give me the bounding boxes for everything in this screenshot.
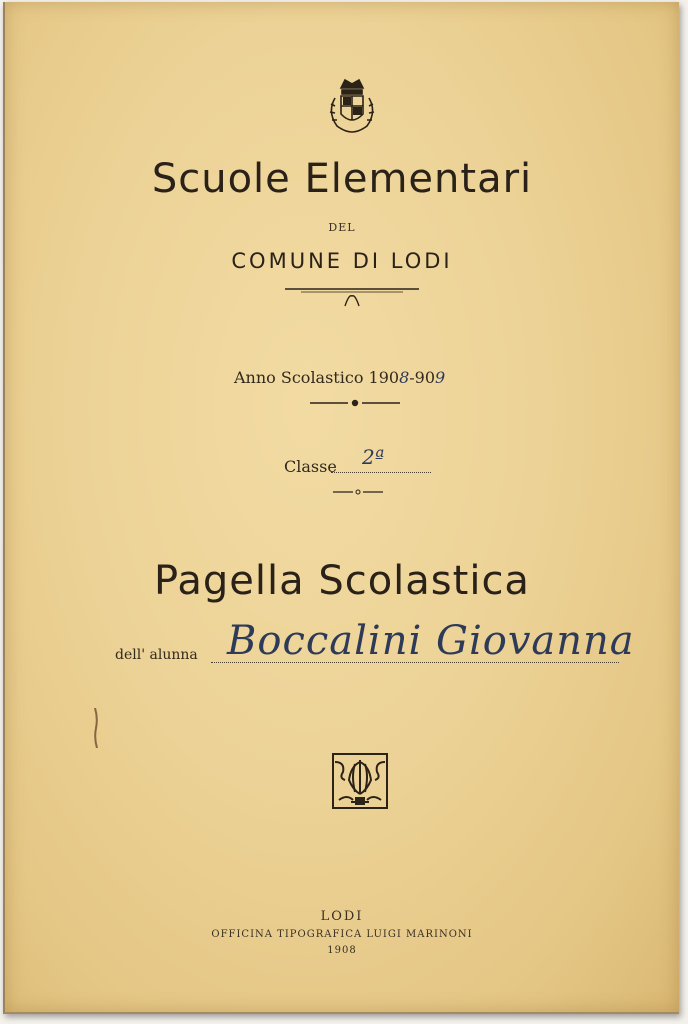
report-card-page bbox=[3, 2, 679, 1014]
school-year-separator: -90 bbox=[409, 368, 436, 387]
school-year-end-handwritten: 9 bbox=[435, 368, 446, 387]
classe-label: Classe bbox=[284, 457, 337, 476]
footer-year: 1908 bbox=[327, 945, 357, 956]
school-year-label: Anno Scolastico 190 bbox=[234, 368, 400, 387]
footer-printer: OFFICINA TIPOGRAFICA LUIGI MARINONI bbox=[211, 929, 473, 940]
school-year-start-handwritten: 8 bbox=[399, 368, 410, 387]
pagella-title: Pagella Scolastica bbox=[154, 558, 530, 604]
dot-rule bbox=[310, 397, 400, 409]
del-label: DEL bbox=[328, 221, 356, 234]
decorative-rule bbox=[285, 286, 419, 310]
school-title: Scuole Elementari bbox=[151, 156, 533, 202]
ink-stain bbox=[93, 708, 99, 748]
coat-of-arms-icon bbox=[321, 74, 383, 140]
alunna-handwritten-name: Boccalini Giovanna bbox=[227, 618, 635, 664]
footer-city: LODI bbox=[320, 909, 364, 924]
comune-title: COMUNE DI LODI bbox=[231, 249, 453, 273]
art-nouveau-ornament-icon bbox=[329, 750, 391, 812]
alunna-label: dell' alunna bbox=[115, 647, 198, 663]
classe-dotted-line bbox=[331, 472, 431, 473]
school-year bbox=[234, 368, 445, 387]
classe-handwritten-value: 2ª bbox=[362, 445, 385, 469]
small-rule bbox=[333, 487, 383, 497]
